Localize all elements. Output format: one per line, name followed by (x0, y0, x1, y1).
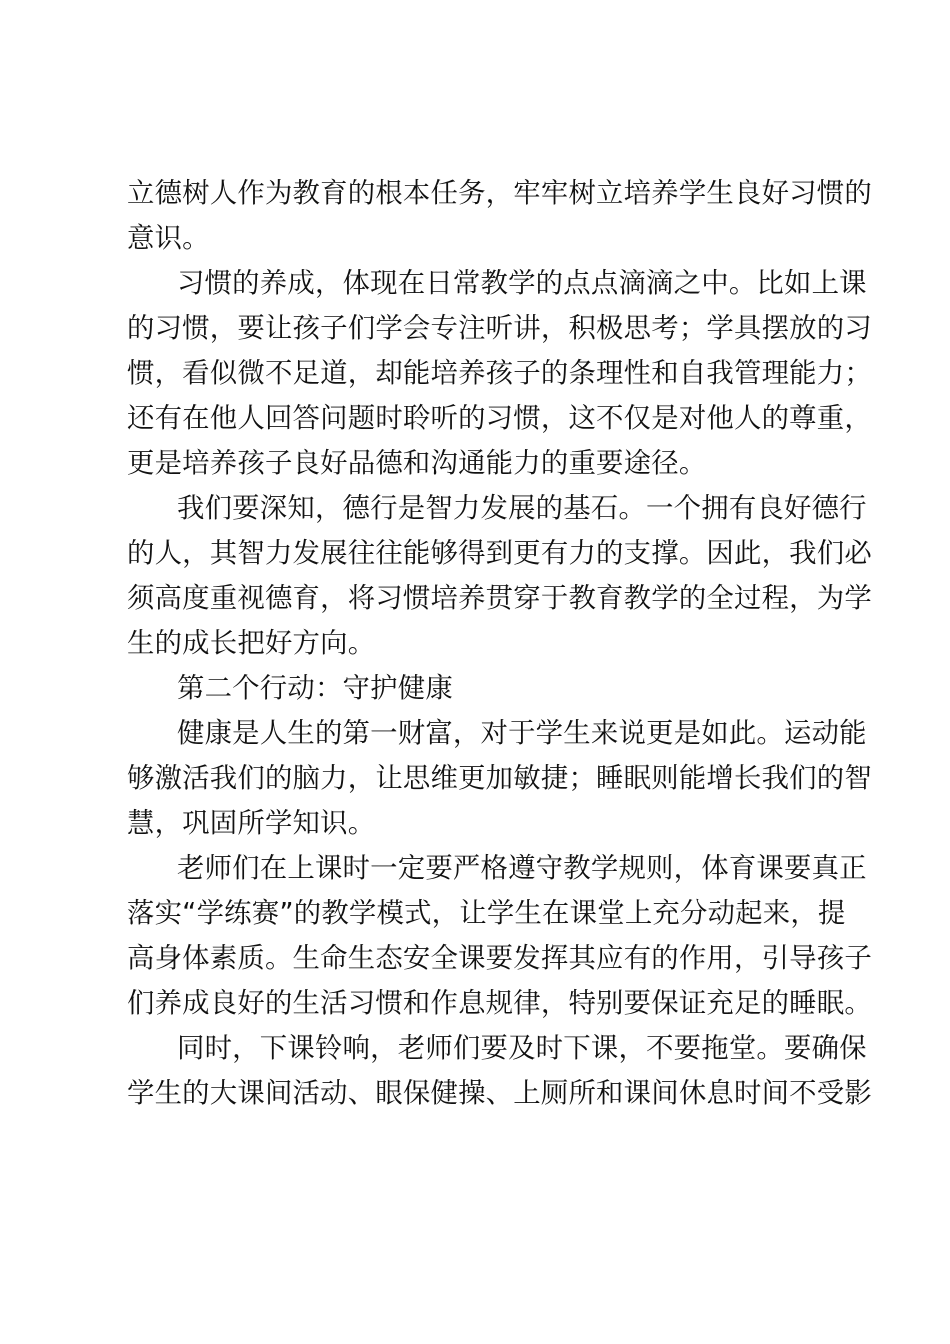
text-line: 高身体素质。生命生态安全课要发挥其应有的作用，引导孩子 (127, 943, 872, 974)
text-line: 们养成良好的生活习惯和作息规律，特别要保证充足的睡眠。 (127, 988, 872, 1019)
text-line: 健康是人生的第一财富，对于学生来说更是如此。运动能 (177, 718, 867, 749)
text-line: 的习惯，要让孩子们学会专注听讲，积极思考；学具摆放的习 (127, 313, 872, 344)
text-line: 生的成长把好方向。 (127, 628, 376, 659)
text-line: 还有在他人回答问题时聆听的习惯，这不仅是对他人的尊重， (127, 403, 872, 434)
body-text (127, 171, 872, 1116)
text-line: 落实“学练赛”的教学模式，让学生在课堂上充分动起来，提 (127, 898, 846, 929)
text-line: 立德树人作为教育的根本任务，牢牢树立培养学生良好习惯的 (127, 178, 872, 209)
text-line: 慧，巩固所学知识。 (127, 808, 376, 839)
text-line: 我们要深知，德行是智力发展的基石。一个拥有良好德行 (177, 493, 867, 524)
section-heading: 第二个行动：守护健康 (177, 673, 453, 704)
text-line: 须高度重视德育，将习惯培养贯穿于教育教学的全过程，为学 (127, 583, 872, 614)
text-line: 意识。 (127, 223, 210, 254)
text-line: 够激活我们的脑力，让思维更加敏捷；睡眠则能增长我们的智 (127, 763, 872, 794)
text-line: 更是培养孩子良好品德和沟通能力的重要途径。 (127, 448, 707, 479)
text-line: 学生的大课间活动、眼保健操、上厕所和课间休息时间不受影 (127, 1078, 872, 1109)
text-line: 惯，看似微不足道，却能培养孩子的条理性和自我管理能力； (127, 358, 872, 389)
text-line: 同时，下课铃响，老师们要及时下课，不要拖堂。要确保 (177, 1033, 867, 1064)
text-line: 的人，其智力发展往往能够得到更有力的支撑。因此，我们必 (127, 538, 872, 569)
text-line: 老师们在上课时一定要严格遵守教学规则，体育课要真正 (177, 853, 867, 884)
text-line: 习惯的养成，体现在日常教学的点点滴滴之中。比如上课 (177, 268, 867, 299)
